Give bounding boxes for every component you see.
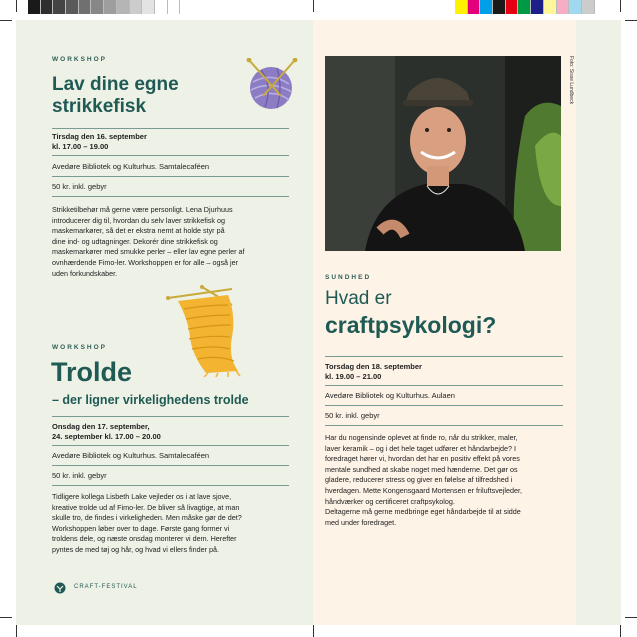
talk-date	[325, 356, 563, 385]
color-swatch	[117, 0, 130, 14]
workshop1-title-line1: Lav dine egne	[52, 74, 179, 95]
color-swatch	[91, 0, 104, 14]
workshop1-label: WORKSHOP	[52, 56, 107, 63]
body-line: Strikketilbehør må gerne være personligt. Lena Djurhuus	[52, 205, 233, 214]
color-swatch	[506, 0, 519, 14]
crop-mark	[16, 625, 17, 637]
workshop2-venue: Avedøre Bibliotek og Kulturhus. Samtalecaféen	[52, 445, 289, 465]
body-line: hverdagen. Mette Kongensgaard Mortensen er friluftsvejleder,	[325, 485, 522, 495]
color-swatch	[104, 0, 117, 14]
body-line: dine ind- og udtagninger. Dekorér dine strikkefisk og	[52, 236, 218, 246]
body-line: gladere, reducerer stress og giver en følelse af tilfredshed i	[325, 475, 513, 485]
talk-date-line1: Torsdag den 18. september	[325, 362, 422, 371]
body-line: med under foredraget.	[325, 517, 397, 527]
color-swatch	[41, 0, 54, 14]
color-swatch	[493, 0, 506, 14]
color-swatch	[557, 0, 570, 14]
workshop1-body	[52, 205, 297, 279]
body-line: uden forkundskaber.	[52, 268, 118, 278]
body-line: laver keramik – og i det hele taget udfører et håndarbejde? I	[325, 443, 516, 453]
color-swatch	[79, 0, 92, 14]
body-line: troldens dele, og næste onsdag monterer vi dem. Herefter	[52, 534, 237, 544]
body-line: introducerer dig til, hvordan du selv laver strikkefisk og	[52, 215, 225, 225]
color-swatch	[531, 0, 544, 14]
grayscale-color-bar	[28, 0, 180, 14]
talk-body	[325, 433, 565, 528]
body-line: kreative trolde ud af Fimo-ler. De bliver så livagtige, at man	[52, 502, 240, 512]
body-line: Deltagerne må gerne medbringe eget håndarbejde til at sidde	[325, 507, 521, 517]
crop-mark	[620, 625, 621, 637]
color-swatch	[142, 0, 155, 14]
talk-info	[325, 356, 563, 426]
crop-mark	[625, 617, 637, 618]
body-line: Workshoppen løber over to dage. Første gang former vi	[52, 523, 230, 533]
craft-festival-logo-icon	[54, 582, 66, 594]
workshop1-title	[52, 74, 179, 118]
workshop2-label: WORKSHOP	[52, 344, 107, 351]
color-swatch	[480, 0, 493, 14]
footer-brand: CRAFT-FESTIVAL	[74, 584, 138, 590]
color-swatch	[582, 0, 595, 14]
workshop1-date-line1: Tirsdag den 16. september	[52, 132, 147, 141]
crop-mark	[0, 617, 12, 618]
knitted-scarf-icon	[166, 285, 252, 377]
workshop1-date	[52, 128, 289, 155]
crop-mark	[16, 0, 17, 12]
color-swatch	[130, 0, 143, 14]
workshop2-subtitle: – der ligner virkelighedens trolde	[52, 393, 249, 407]
body-line: foredraget hører vi, hvordan det har en positiv effekt på vores	[325, 454, 520, 464]
color-swatch	[28, 0, 41, 14]
workshop1-venue: Avedøre Bibliotek og Kulturhus. Samtalecaféen	[52, 155, 289, 176]
portrait-illustration	[325, 56, 561, 251]
body-line: Har du nogensinde oplevet at finde ro, når du strikker, maler,	[325, 433, 518, 442]
workshop2-date-line2: 24. september kl. 17.00 – 20.00	[52, 432, 161, 441]
body-line: Tidligere kollega Lisbeth Lake vejleder os i at lave sjove,	[52, 492, 232, 501]
color-swatch	[66, 0, 79, 14]
talk-venue: Avedøre Bibliotek og Kulturhus. Aulaen	[325, 385, 563, 405]
workshop1-date-line2: kl. 17.00 – 19.00	[52, 142, 109, 151]
color-swatch	[168, 0, 181, 14]
body-line: mentale sundhed at skabe noget med hænderne. Det gør os	[325, 464, 518, 474]
workshop1-price: 50 kr. inkl. gebyr	[52, 176, 289, 197]
body-line: skulle tro, de findes i virkeligheden. Men måske gør de det?	[52, 513, 242, 523]
crop-mark	[0, 20, 12, 21]
talk-title	[325, 288, 496, 338]
talk-title-line1: Hvad er	[325, 288, 392, 309]
talk-date-line2: kl. 19.00 – 21.00	[325, 372, 382, 381]
body-line: maskemarkører, så det er ekstra nemt at holde styr på	[52, 226, 225, 236]
body-line: håndværker og certificeret craftpsykolog.	[325, 496, 455, 506]
page-edge	[576, 20, 621, 625]
color-swatch	[468, 0, 481, 14]
photo-credit: Foto: Sisse Lundbeck	[568, 56, 574, 105]
workshop2-info	[52, 416, 289, 486]
crop-mark	[620, 0, 621, 12]
crop-mark	[313, 0, 314, 12]
workshop1-title-line2: strikkefisk	[52, 96, 147, 117]
color-swatch	[544, 0, 557, 14]
body-line: maskemarkører med smukke perler – eller lav egne perler af	[52, 247, 245, 257]
crop-mark	[313, 625, 314, 637]
body-line: pyntes de med tøj og hår, og hvad vi ellers finder på.	[52, 544, 220, 554]
workshop2-date-line1: Onsdag den 17. september,	[52, 422, 150, 431]
workshop2-date	[52, 416, 289, 445]
color-swatch	[569, 0, 582, 14]
color-swatch	[53, 0, 66, 14]
body-line: ovnhærdende Fimo-ler. Workshoppen er for alle – også jer	[52, 257, 239, 267]
workshop2-price: 50 kr. inkl. gebyr	[52, 465, 289, 486]
workshop2-body	[52, 492, 297, 556]
talk-title-line2: craftpsykologi?	[325, 312, 497, 338]
talk-price: 50 kr. inkl. gebyr	[325, 405, 563, 426]
color-swatch	[455, 0, 468, 14]
crop-mark	[625, 20, 637, 21]
section-label: SUNDHED	[325, 274, 372, 281]
yarn-ball-icon	[243, 58, 299, 114]
color-swatch	[155, 0, 168, 14]
workshop1-info	[52, 128, 289, 197]
color-swatch	[518, 0, 531, 14]
cmyk-color-bar	[455, 0, 595, 14]
portrait-photo	[325, 56, 561, 251]
workshop2-title: Trolde	[51, 357, 133, 387]
